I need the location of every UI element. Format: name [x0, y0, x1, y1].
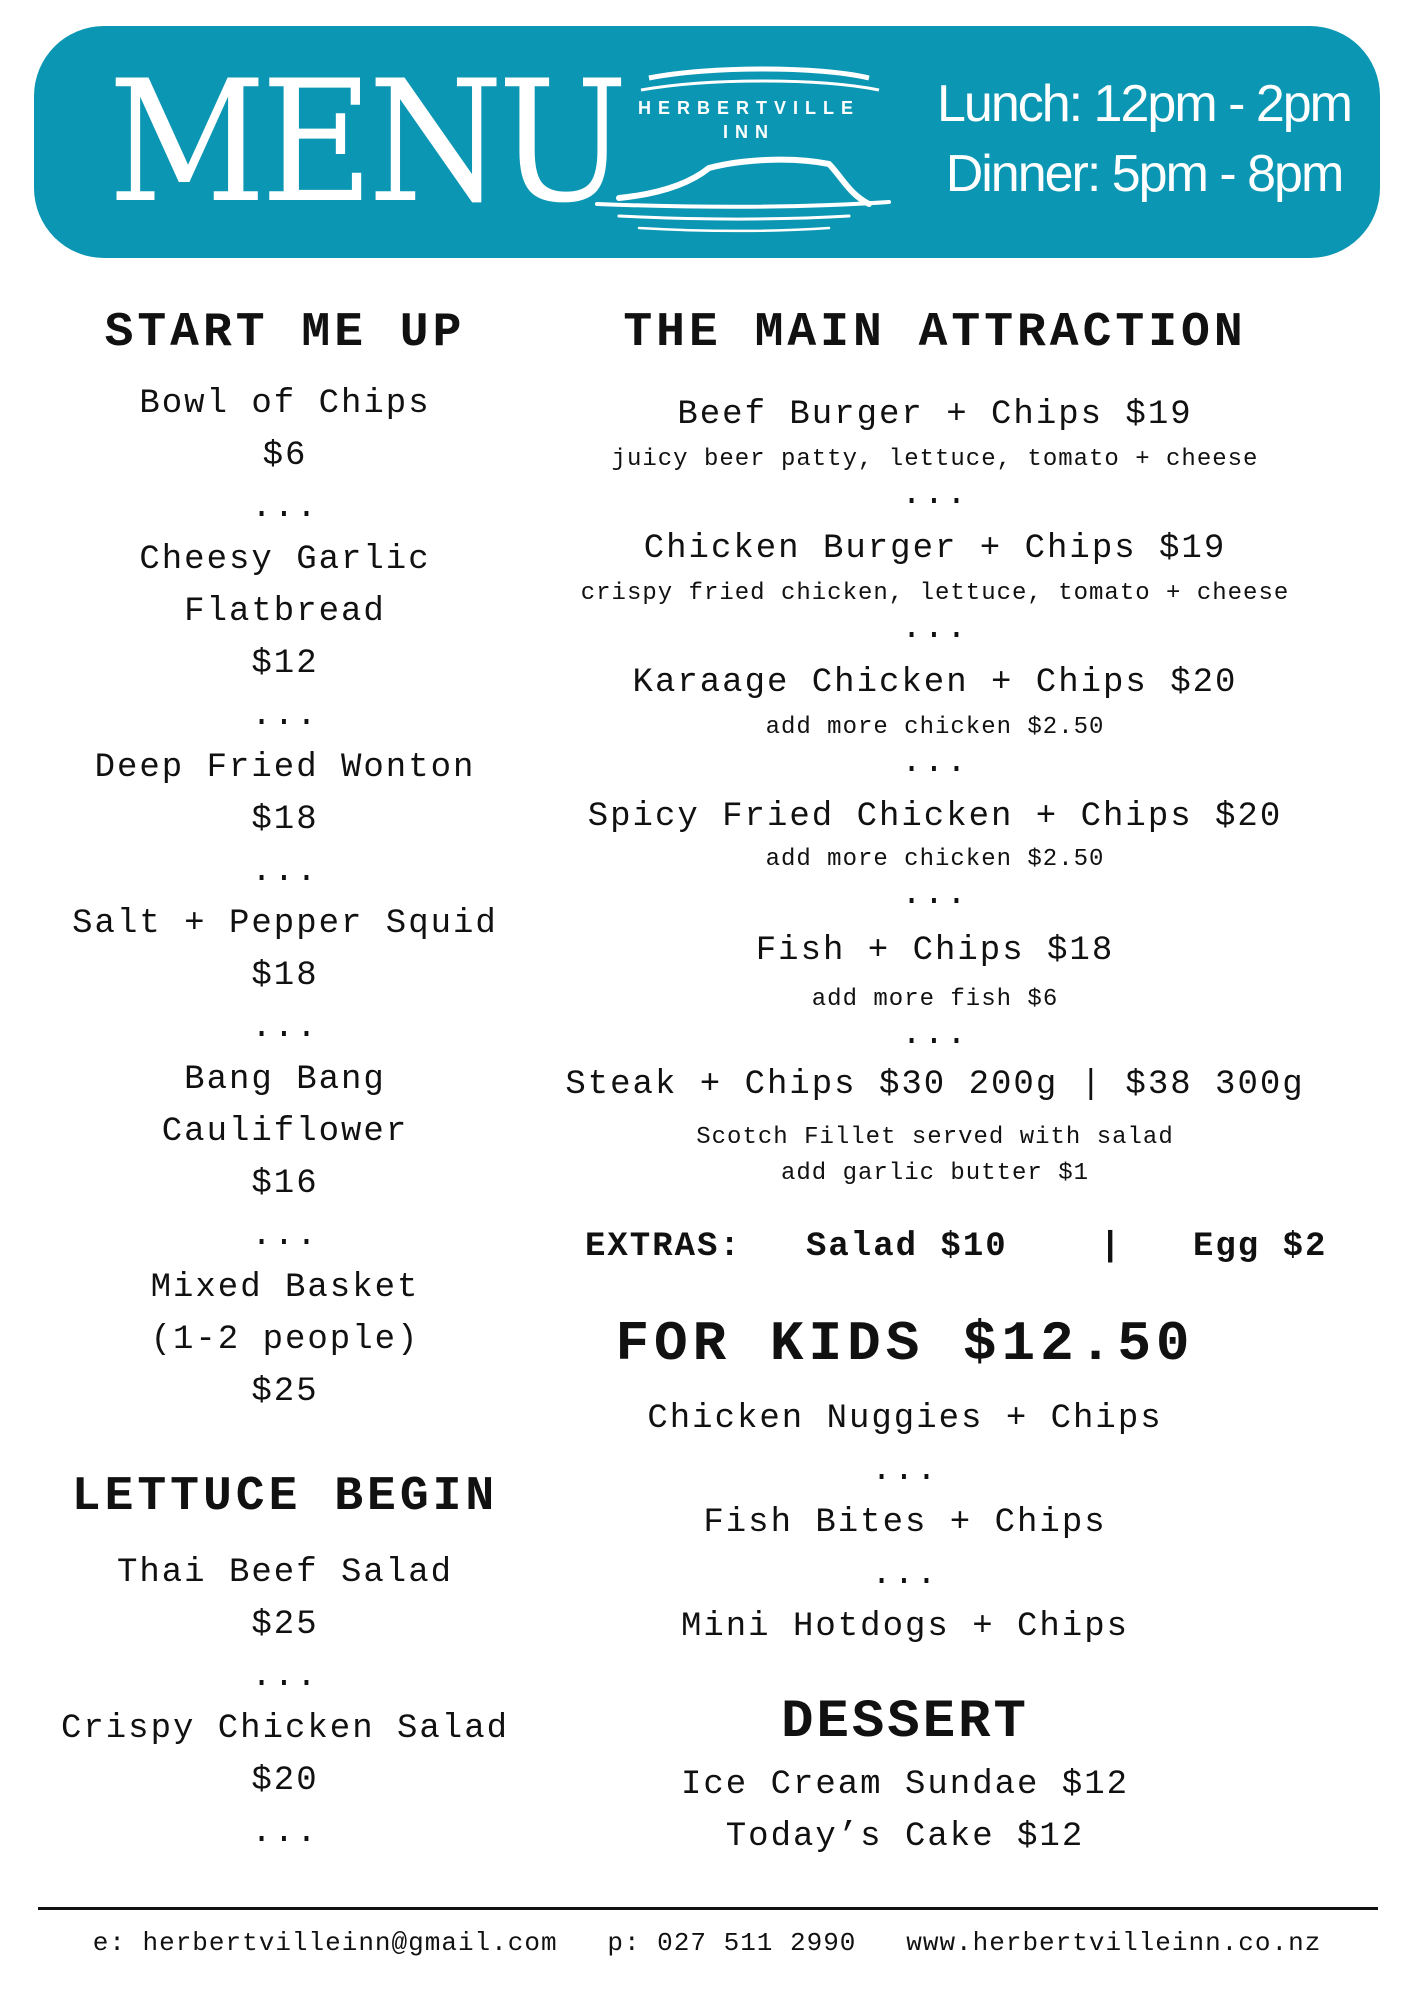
separator-dots: ...	[251, 1009, 319, 1047]
separator-dots: ...	[251, 853, 319, 891]
list-item: $12	[251, 645, 319, 683]
list-item: Today’s Cake $12	[725, 1818, 1085, 1856]
list-item: $25	[251, 1373, 319, 1411]
main-item-desc: add more fish $6	[811, 986, 1059, 1013]
list-item: (1-2 people)	[150, 1321, 420, 1359]
list-item: Flatbread	[184, 593, 386, 631]
list-item: Crispy Chicken Salad	[60, 1710, 510, 1748]
left-column	[40, 0, 530, 1900]
separator-dots: ...	[901, 744, 969, 782]
hours-dinner: Dinner: 5pm - 8pm	[945, 145, 1343, 203]
list-item: $6	[262, 437, 308, 475]
footer-phone: p: 027 511 2990	[607, 1928, 857, 1958]
menu-title: MENU	[108, 44, 623, 240]
separator-dots: ...	[251, 697, 319, 735]
main-item-name: Karaage Chicken + Chips $20	[632, 664, 1238, 702]
logo-name: HERBERTVILLE	[637, 98, 860, 118]
main-item-desc: juicy beer patty, lettuce, tomato + cheese	[611, 446, 1259, 473]
list-item: Deep Fried Wonton	[94, 749, 476, 787]
extras-egg: Egg $2	[1193, 1228, 1328, 1266]
list-item: Cheesy Garlic	[139, 541, 431, 579]
separator-dots: ...	[871, 1556, 939, 1594]
extras-salad: Salad $10	[806, 1228, 1008, 1266]
separator-dots: ...	[251, 1814, 319, 1852]
main-item-desc: Scotch Fillet served with salad	[696, 1124, 1174, 1151]
main-item-desc-2: add garlic butter $1	[780, 1160, 1090, 1187]
footer-email: e: herbertvilleinn@gmail.com	[92, 1928, 558, 1958]
extras-divider: |	[1100, 1228, 1123, 1266]
mains-heading: THE MAIN ATTRACTION	[623, 306, 1247, 360]
list-item: Ice Cream Sundae $12	[680, 1766, 1130, 1804]
separator-dots: ...	[901, 476, 969, 514]
dessert-heading: DESSERT	[781, 1692, 1029, 1753]
list-item: $20	[251, 1762, 319, 1800]
main-item-name: Beef Burger + Chips $19	[677, 396, 1193, 434]
separator-dots: ...	[901, 610, 969, 648]
list-item: $18	[251, 801, 319, 839]
list-item: $18	[251, 957, 319, 995]
list-item: Salt + Pepper Squid	[72, 905, 498, 943]
logo-subname: INN	[723, 122, 775, 142]
separator-dots: ...	[251, 1217, 319, 1255]
kids-dessert-column	[505, 0, 1305, 1900]
list-item: $25	[251, 1606, 319, 1644]
salads-heading: LETTUCE BEGIN	[71, 1470, 499, 1524]
list-item: Cauliflower	[161, 1113, 409, 1151]
hours-lunch: Lunch: 12pm - 2pm	[936, 75, 1352, 133]
separator-dots: ...	[901, 876, 969, 914]
list-item: Mini Hotdogs + Chips	[680, 1608, 1130, 1646]
separator-dots: ...	[871, 1452, 939, 1490]
list-item: Fish Bites + Chips	[703, 1504, 1107, 1542]
kids-heading: FOR KIDS $12.50	[615, 1312, 1195, 1376]
list-item: Thai Beef Salad	[116, 1554, 454, 1592]
main-item-name: Fish + Chips $18	[755, 932, 1115, 970]
footer-website: www.herbertvilleinn.co.nz	[906, 1928, 1322, 1958]
list-item: Bowl of Chips	[139, 385, 431, 423]
list-item: Mixed Basket	[150, 1269, 420, 1307]
main-item-desc: add more chicken $2.50	[765, 714, 1105, 741]
separator-dots: ...	[251, 489, 319, 527]
main-item-name: Steak + Chips $30 200g | $38 300g	[565, 1066, 1305, 1104]
main-item-name: Spicy Fried Chicken + Chips $20	[587, 798, 1283, 836]
list-item: Chicken Nuggies + Chips	[647, 1400, 1163, 1438]
list-item: $16	[251, 1165, 319, 1203]
footer-contact	[0, 1928, 1414, 1958]
main-item-desc: add more chicken $2.50	[765, 846, 1105, 873]
separator-dots: ...	[901, 1016, 969, 1054]
extras-label: EXTRAS:	[585, 1228, 742, 1266]
separator-dots: ...	[251, 1658, 319, 1696]
list-item: Bang Bang	[184, 1061, 386, 1099]
main-item-name: Chicken Burger + Chips $19	[643, 530, 1227, 568]
main-item-desc: crispy fried chicken, lettuce, tomato + cheese	[580, 580, 1290, 607]
starters-heading: START ME UP	[104, 306, 466, 360]
footer-divider	[38, 1907, 1378, 1910]
